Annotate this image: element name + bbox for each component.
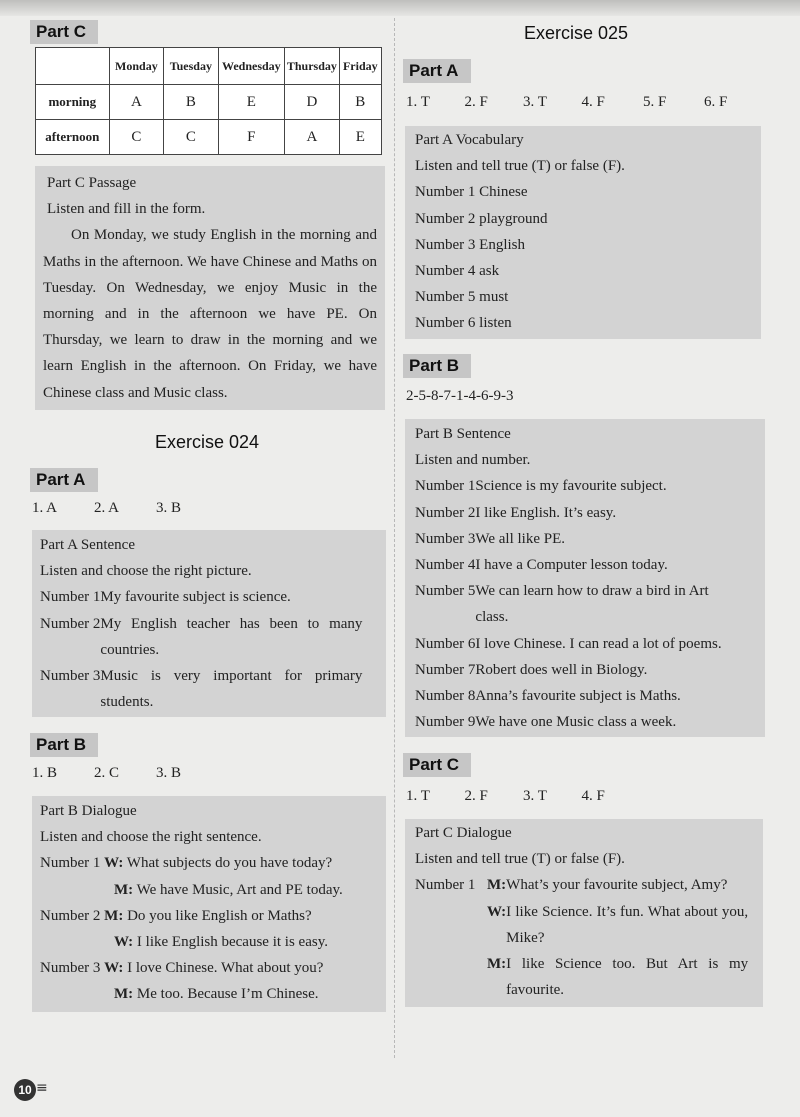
part-c-tag: Part C [30,20,98,44]
ex025-part-a-box [405,126,761,339]
answer: 4. F [581,94,605,110]
section-title: Part A Sentence [40,537,135,553]
day-header: Thursday [285,48,339,85]
row-header: morning [36,85,110,120]
schedule-cell: B [339,85,381,120]
schedule-cell: A [285,120,339,155]
schedule-cell: E [218,85,285,120]
answer: 2. F [464,788,488,804]
list-item: Number 3 We all like PE. [415,530,566,547]
dialogue-line: M: We have Music, Art and PE today. [114,881,343,898]
list-item: Number 3 Music is very important for primary students. [40,668,363,711]
section-instruction: Listen and tell true (T) or false (F). [415,851,625,868]
day-header: Friday [339,48,381,85]
passage-instruction: Listen and fill in the form. [47,201,206,218]
day-header: Monday [109,48,163,85]
answer: 3. T [523,788,547,804]
list-item: Number 4 ask [415,263,500,280]
list-item: Number 3 English [415,236,525,253]
list-item: Number 7 Robert does well in Biology. [415,661,648,678]
ex024-part-b-box [32,796,386,1012]
exercise-025-title: Exercise 025 [524,23,629,43]
schedule-row-afternoon [36,120,382,155]
list-item: Number 1 My favourite subject is science. [40,589,291,606]
page-top-edge [0,0,800,16]
answer: 1. T [406,94,430,110]
list-item: Number 1 Chinese [415,184,528,201]
list-item: Number 5 must [415,289,509,306]
day-header: Tuesday [164,48,218,85]
dialogue-line: Number 3 W: I love Chinese. What about you? [40,960,324,977]
passage-title: Part C Passage [47,175,137,191]
schedule-table [35,47,382,155]
passage-body: On Monday, we study English in the morning and Maths in the afternoon. We have Chinese and Maths on Tuesday. On Wednesday, we enjoy Music in the morning and in the afternoon we have PE. On Thursday, we learn to draw in the morning and we learn English in the afternoon. On Friday, we have Chinese class and Music class. [43,227,377,401]
answer: 2. A [94,500,120,516]
column-divider [394,18,395,1058]
ex025-part-c-answers [406,788,605,805]
exercise-024-title: Exercise 024 [155,432,260,452]
answer: 3. T [523,94,547,110]
list-item: Number 2 I like English. It’s easy. [415,504,617,521]
day-header: Wednesday [218,48,285,85]
ex024-part-a-answers [32,500,181,517]
schedule-cell: E [339,120,381,155]
schedule-cell: B [164,85,218,120]
list-item: Number 5 We can learn how to draw a bird in Art class. [415,583,709,626]
dialogue-line: M: I like Science too. But Art is my favourite. [487,956,749,999]
answer: 1. A [32,500,58,516]
ex025-part-b-answers: 2-5-8-7-1-4-6-9-3 [406,388,514,404]
answer: 1. T [406,788,430,804]
section-instruction: Listen and choose the right picture. [40,563,252,580]
section-instruction: Listen and tell true (T) or false (F). [415,158,625,175]
answer: 4. F [581,788,605,804]
dialogue-line: Number 1 M: What’s your favourite subject, Amy? [415,877,728,894]
ex025-part-c-tag: Part C [403,753,471,777]
schedule-corner-cell [36,48,110,85]
dialogue-line: M: Me too. Because I’m Chinese. [114,986,319,1003]
ex025-part-b-box [405,419,765,737]
answer: 6. F [704,94,728,110]
section-title: Part B Sentence [415,426,511,442]
answer: 3. B [156,500,182,516]
ex024-part-b-answers [32,765,181,782]
ex025-part-a-tag: Part A [403,59,471,83]
schedule-row-morning [36,85,382,120]
section-title: Part A Vocabulary [415,132,524,148]
list-item: Number 2 My English teacher has been to many countries. [40,615,363,658]
list-item: Number 2 playground [415,210,548,227]
ex024-part-b-tag: Part B [30,733,98,757]
schedule-header-row [36,48,382,85]
schedule-cell: D [285,85,339,120]
ex025-part-b-tag: Part B [403,354,471,378]
answer: 1. B [32,765,58,781]
ex025-part-a-answers [406,94,727,111]
dialogue-line: W: I like English because it is easy. [114,934,328,951]
list-item: Number 9 We have one Music class a week. [415,714,677,731]
answer: 2. F [464,94,488,110]
passage-box [35,166,385,410]
list-item: Number 6 listen [415,315,512,332]
list-item: Number 6 I love Chinese. I can read a lot of poems. [415,635,722,652]
dialogue-line: Number 1 W: What subjects do you have today? [40,855,333,872]
schedule-cell: A [109,85,163,120]
section-instruction: Listen and number. [415,452,531,469]
sound-icon: ≡ [36,1080,48,1096]
dialogue-line: Number 2 M: Do you like English or Maths? [40,907,312,924]
answer: 5. F [643,94,667,110]
schedule-cell: C [109,120,163,155]
list-item: Number 8 Anna’s favourite subject is Maths. [415,688,681,705]
list-item: Number 1 Science is my favourite subject. [415,478,667,495]
ex024-part-a-box [32,530,386,717]
schedule-cell: F [218,120,285,155]
page-number: 10 [14,1079,36,1101]
section-title: Part C Dialogue [415,825,512,841]
schedule-cell: C [164,120,218,155]
ex024-part-a-tag: Part A [30,468,98,492]
ex025-part-c-box [405,819,763,1007]
answer: 3. B [156,765,182,781]
section-instruction: Listen and choose the right sentence. [40,829,262,846]
section-title: Part B Dialogue [40,803,137,819]
dialogue-line: W: I like Science. It’s fun. What about you, Mike? [487,903,749,946]
answer: 2. C [94,765,120,781]
list-item: Number 4 I have a Computer lesson today. [415,557,668,574]
row-header: afternoon [36,120,110,155]
